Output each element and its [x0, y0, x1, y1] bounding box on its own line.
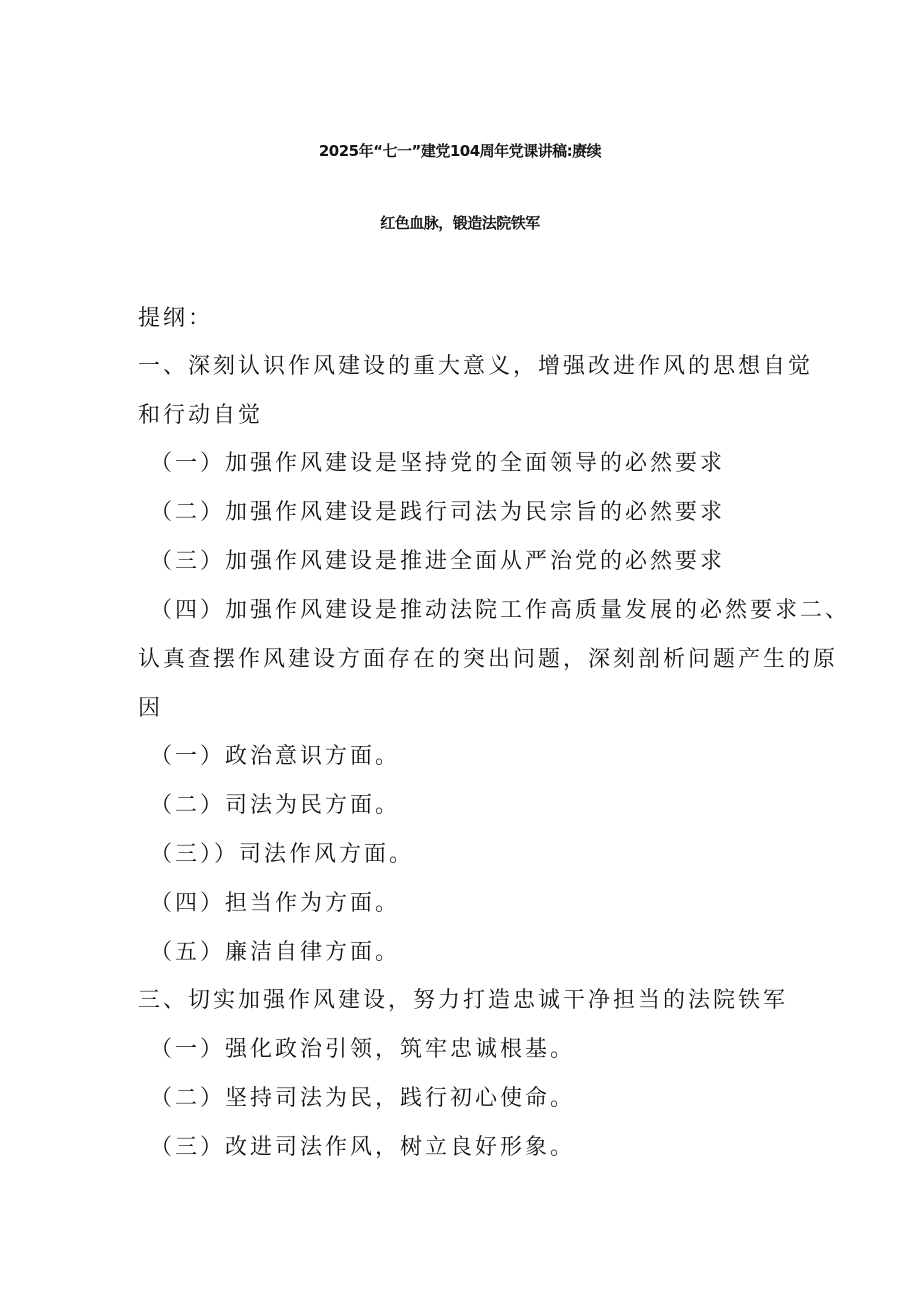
section-2-heading-line-1: 认真查摆作风建设方面存在的突出问题，深刻剖析问题产生的原	[138, 647, 839, 672]
section-3-item: （三）改进司法作风，树立良好形象。	[150, 1135, 576, 1160]
section-3-heading: 三、切实加强作风建设，努力打造忠诚干净担当的法院铁军	[138, 988, 789, 1013]
section-2-heading-line-2: 因	[138, 696, 164, 721]
document-title-line-2: 红色血脉，锻造法院铁军	[380, 214, 540, 232]
section-3-item: （一）强化政治引领，筑牢忠诚根基。	[150, 1037, 576, 1062]
outline-label: 提纲：	[138, 306, 214, 331]
section-1-heading-line-2: 和行动自觉	[138, 403, 264, 428]
section-2-item: （三））司法作风方面。	[150, 842, 415, 867]
section-1-item: （二）加强作风建设是践行司法为民宗旨的必然要求	[150, 500, 726, 525]
section-2-item: （二）司法为民方面。	[150, 793, 401, 818]
section-3-item: （二）坚持司法为民，践行初心使命。	[150, 1086, 576, 1111]
section-1-item: （四）加强作风建设是推动法院工作高质量发展的必然要求二、	[150, 598, 851, 623]
section-2-item: （五）廉洁自律方面。	[150, 940, 401, 965]
section-1-item: （三）加强作风建设是推进全面从严治党的必然要求	[150, 549, 726, 574]
document-title-line-1: 2025年“七一”建党104周年党课讲稿:赓续	[318, 142, 602, 160]
section-2-item: （一）政治意识方面。	[150, 744, 401, 769]
section-2-item: （四）担当作为方面。	[150, 891, 401, 916]
section-1-heading-line-1: 一、深刻认识作风建设的重大意义，增强改进作风的思想自觉	[138, 354, 814, 379]
section-1-item: （一）加强作风建设是坚持党的全面领导的必然要求	[150, 451, 726, 476]
